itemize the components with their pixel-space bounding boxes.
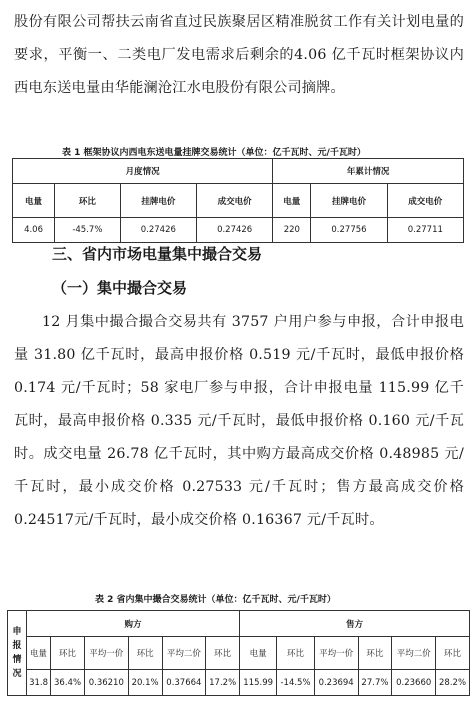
- table-row: [8, 670, 470, 696]
- row-header-char: 申: [12, 627, 22, 637]
- row-header-declaration: [8, 611, 27, 696]
- table-cell: 0.36210: [84, 670, 128, 696]
- table-1: [12, 158, 464, 243]
- table-row: [13, 218, 464, 243]
- column-header: 成交电价: [387, 184, 463, 218]
- subsection-heading: （一）集中撮合交易: [52, 279, 188, 297]
- table-cell: 27.7%: [358, 670, 392, 696]
- column-header: 环比: [277, 637, 315, 670]
- column-header: 电量: [273, 184, 311, 218]
- column-header: 电量: [13, 184, 55, 218]
- column-header: 环比: [358, 637, 392, 670]
- group-header-yearly: 年累计情况: [273, 159, 464, 184]
- section-heading: 三、省内市场电量集中撮合交易: [52, 245, 263, 263]
- column-header: 平均二价: [162, 637, 206, 670]
- table-cell: 0.27711: [387, 218, 463, 243]
- row-header-char: 情: [12, 655, 22, 665]
- column-header: 挂牌电价: [120, 184, 196, 218]
- table-2-caption: 表 2 省内集中撮合交易统计（单位：亿千瓦时、元/千瓦时）: [95, 595, 336, 605]
- column-header: 平均一价: [84, 637, 128, 670]
- column-header: 平均二价: [392, 637, 436, 670]
- row-header-char: 报: [12, 641, 22, 651]
- column-header: 环比: [55, 184, 121, 218]
- column-header: 平均一价: [314, 637, 358, 670]
- table-cell: 0.27426: [196, 218, 272, 243]
- intro-paragraph: 股份有限公司帮扶云南省直过民族聚居区精准脱贫工作有关计划电量的要求，平衡一、二类电厂发电需求后剩余的4.06 亿千瓦时框架协议内西电东送电量由华能澜沧江水电股份有限公司摘牌。: [14, 14, 464, 96]
- table-cell: 36.4%: [51, 670, 85, 696]
- table-cell: 17.2%: [206, 670, 240, 696]
- column-header: 环比: [206, 637, 240, 670]
- column-header: 挂牌电价: [311, 184, 387, 218]
- group-header-monthly: 月度情况: [13, 159, 273, 184]
- column-header: 环比: [51, 637, 85, 670]
- table-1-caption: 表 1 框架协议内西电东送电量挂牌交易统计（单位：亿千瓦时、元/千瓦时）: [62, 148, 366, 158]
- column-header: 环比: [436, 637, 470, 670]
- table-cell: 0.27756: [311, 218, 387, 243]
- table-cell: 20.1%: [128, 670, 162, 696]
- table-cell: 220: [273, 218, 311, 243]
- table-cell: 0.23660: [392, 670, 436, 696]
- table-cell: 115.99: [240, 670, 277, 696]
- row-header-char: 况: [12, 669, 22, 679]
- table-cell: -45.7%: [55, 218, 121, 243]
- column-header: 环比: [128, 637, 162, 670]
- group-header-seller: 售方: [240, 611, 470, 637]
- column-header: 成交电价: [196, 184, 272, 218]
- column-header: 电量: [240, 637, 277, 670]
- table-2: [7, 610, 470, 696]
- table-cell: 0.23694: [314, 670, 358, 696]
- table-cell: -14.5%: [277, 670, 315, 696]
- table-cell: 4.06: [13, 218, 55, 243]
- group-header-buyer: 购方: [27, 611, 240, 637]
- table-cell: 0.27426: [120, 218, 196, 243]
- table-cell: 31.8: [27, 670, 51, 696]
- body-paragraph: 12 月集中撮合撮合交易共有 3757 户用户参与申报，合计申报电量 31.80 亿千瓦时，最高申报价格 0.519 元/千瓦时，最低申报价格 0.174 元/千瓦时；58 家电厂参与申报，合计申报电量 115.99 亿千瓦时，最高申报价格 0.335 元/千瓦时，最低申报价格 0.160 元/千瓦时。成交电量 26.78 亿千瓦时，其中购方最高成交价格 0.48985 元/千瓦时，最小成交价格 0.27533 元/千瓦时；售方最高成交价格 0.24517元/千瓦时，最小成交价格 0.16367 元/千瓦时。: [14, 314, 464, 528]
- table-cell: 0.37664: [162, 670, 206, 696]
- table-cell: 28.2%: [436, 670, 470, 696]
- column-header: 电量: [27, 637, 51, 670]
